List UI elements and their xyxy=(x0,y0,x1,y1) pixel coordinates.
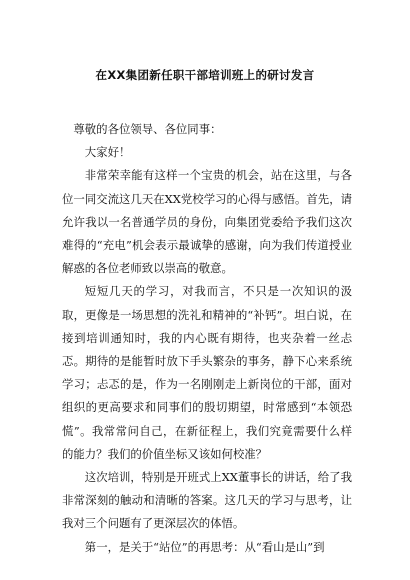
document-title: 在XX集团新任职干部培训班上的研讨发言 xyxy=(95,68,315,82)
body-paragraph: 这次培训，特别是开班式上XX董事长的讲话，给了我非常深刻的触动和清晰的答案。这几天的学习与思考，让我对三个问题有了更深层次的体悟。 xyxy=(62,470,352,531)
body-paragraph: 短短几天的学习，对我而言，不只是一次知识的汲取，更像是一场思想的洗礼和精神的“补钙”。坦白说，在接到培训通知时，我的内心既有期待，也夹杂着一丝忐忑。期待的是能暂时放下手头繁杂的事务，静下心来系统学习；忐忑的是，作为一名刚刚走上新岗位的干部，面对组织的更高要求和同事们的殷切期望，时常感到“本领恐慌”。我常常问自己，在新征程上，我们究竟需要什么样的能力？我们的价值坐标又该如何校准？ xyxy=(62,284,352,461)
document-body xyxy=(62,118,352,559)
body-paragraph: 非常荣幸能有这样一个宝贵的机会，站在这里，与各位一同交流这几天在XX党校学习的心得与感悟。首先，请允许我以一名普通学员的身份，向集团党委给予我们这次难得的“充电”机会表示最诚挚的感谢，向为我们传道授业解惑的各位老师致以崇高的敬意。 xyxy=(62,168,352,276)
salutation-paragraph: 尊敬的各位领导、各位同事： xyxy=(73,122,222,136)
greeting-paragraph: 大家好！ xyxy=(84,145,131,160)
body-paragraph: 第一，是关于“站位”的再思考：从“看山是山”到 xyxy=(84,539,325,554)
